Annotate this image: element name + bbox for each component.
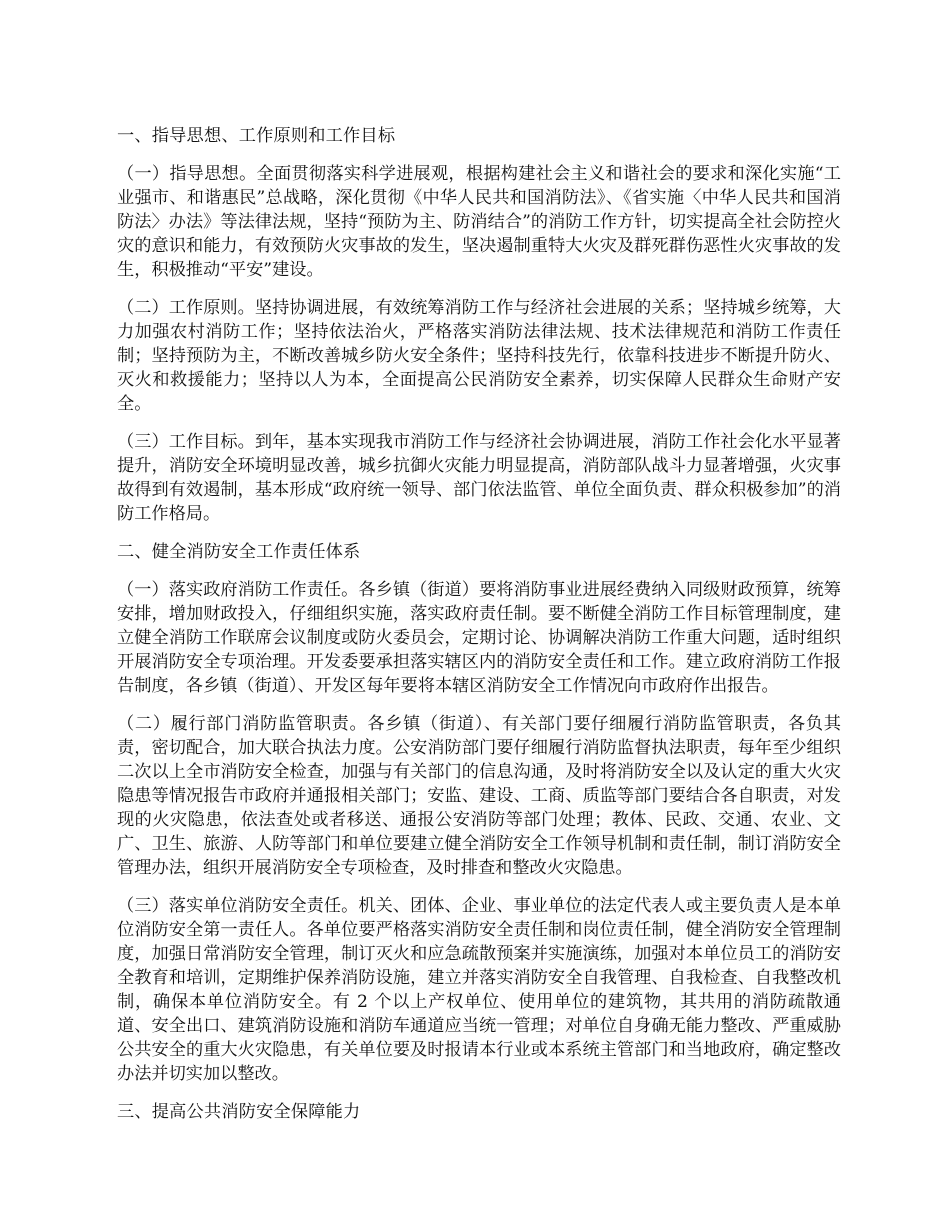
paragraph-unit-responsibility: （三）落实单位消防安全责任。机关、团体、企业、事业单位的法定代表人或主要负责人是本单位消防安全第一责任人。各单位要严格落实消防安全责任制和岗位责任制，健全消防安全管理制度，加强日常消防安全管理，制订灭火和应急疏散预案并实施演练，加强对本单位员工的消防安全教育和培训，定期维护保养消防设施，建立并落实消防安全自我管理、自我检查、自我整改机制，确保本单位消防安全。有 2 个以上产权单位、使用单位的建筑物，其共用的消防疏散通道、安全出口、建筑消防设施和消防车通道应当统一管理；对单位自身确无能力整改、严重威胁公共安全的重大火灾隐患，有关单位要及时报请本行业或本系统主管部门和当地政府，确定整改办法并切实加以整改。 (117, 896, 841, 1084)
document-page (117, 124, 841, 1138)
paragraph-guiding-ideology: （一）指导思想。全面贯彻落实科学进展观，根据构建社会主义和谐社会的要求和深化实施“工业强市、和谐惠民”总战略，深化贯彻《中华人民共和国消防法》、《省实施〈中华人民共和国消防法〉办法》等法律法规，坚持“预防为主、防消结合”的消防工作方针，切实提高全社会防控火灾的意识和能力，有效预防火灾事故的发生，坚决遏制重特大火灾及群死群伤恶性火灾事故的发生，积极推动“平安”建设。 (117, 164, 841, 280)
section-heading-3: 三、提高公共消防安全保障能力 (117, 1102, 361, 1122)
paragraph-work-principles: （二）工作原则。坚持协调进展，有效统筹消防工作与经济社会进展的关系；坚持城乡统筹，大力加强农村消防工作；坚持依法治火，严格落实消防法律法规、技术法律规范和消防工作责任制；坚持预防为主，不断改善城乡防火安全条件；坚持科技先行，依靠科技进步不断提升防火、灭火和救援能力；坚持以人为本，全面提高公民消防安全素养，切实保障人民群众生命财产安全。 (117, 298, 841, 414)
paragraph-department-supervision: （二）履行部门消防监管职责。各乡镇（街道）、有关部门要仔细履行消防监管职责，各负其责，密切配合，加大联合执法力度。公安消防部门要仔细履行消防监督执法职责，每年至少组织二次以上全市消防安全检查，加强与有关部门的信息沟通，及时将消防安全以及认定的重大火灾隐患等情况报告市政府并通报相关部门；安监、建设、工商、质监等部门要结合各自职责，对发现的火灾隐患，依法查处或者移送、通报公安消防等部门处理；教体、民政、交通、农业、文广、卫生、旅游、人防等部门和单位要建立健全消防安全工作领导机制和责任制，制订消防安全管理办法，组织开展消防安全专项检查，及时排查和整改火灾隐患。 (117, 714, 841, 878)
section-heading-1: 一、指导思想、工作原则和工作目标 (117, 126, 396, 146)
paragraph-work-goals: （三）工作目标。到年，基本实现我市消防工作与经济社会协调进展，消防工作社会化水平显著提升，消防安全环境明显改善，城乡抗御火灾能力明显提高，消防部队战斗力显著增强，火灾事故得到有效遏制，基本形成“政府统一领导、部门依法监管、单位全面负责、群众积极参加”的消防工作格局。 (117, 432, 841, 524)
paragraph-government-responsibility: （一）落实政府消防工作责任。各乡镇（街道）要将消防事业进展经费纳入同级财政预算，统筹安排，增加财政投入，仔细组织实施，落实政府责任制。要不断健全消防工作目标管理制度，建立健全消防工作联席会议制度或防火委员会，定期讨论、协调解决消防工作重大问题，适时组织开展消防安全专项治理。开发委要承担落实辖区内的消防安全责任和工作。建立政府消防工作报告制度，各乡镇（街道）、开发区每年要将本辖区消防安全工作情况向市政府作出报告。 (117, 580, 841, 696)
section-heading-2: 二、健全消防安全工作责任体系 (117, 542, 361, 562)
